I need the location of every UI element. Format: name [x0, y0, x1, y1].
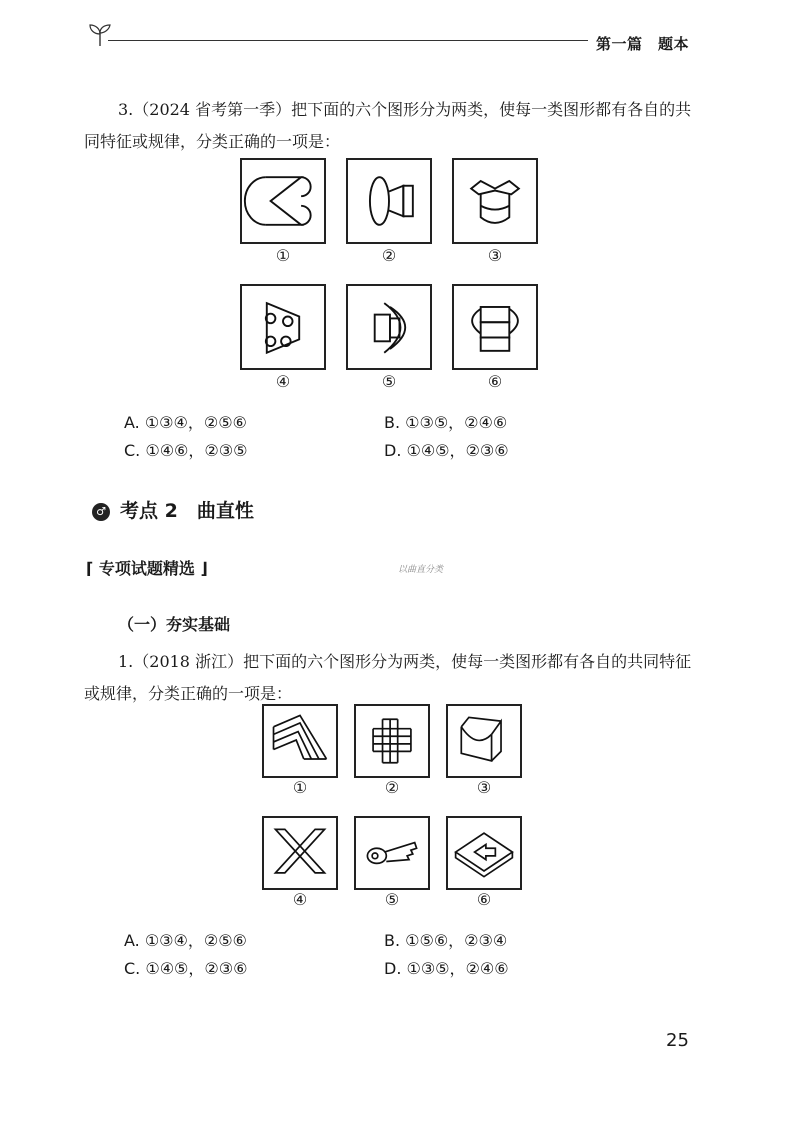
- header-title: 第一篇 题本: [596, 35, 690, 53]
- q3-option-d: D. ①④⑤，②③⑥: [384, 441, 509, 460]
- q1-label-5: ⑤: [384, 890, 400, 909]
- q1-label-4: ④: [292, 890, 308, 909]
- q1-figure-2: [354, 704, 430, 778]
- q3-option-b: B. ①③⑤，②④⑥: [384, 413, 508, 432]
- header-rule: [108, 40, 588, 41]
- q1-option-c: C. ①④⑤，②③⑥: [124, 959, 248, 978]
- q1-label-2: ②: [384, 778, 400, 797]
- q1-text-line2: 或规律，分类正确的一项是：: [84, 684, 293, 703]
- q1-figure-6: [446, 816, 522, 890]
- q1-figure-1: [262, 704, 338, 778]
- q3-label-3: ③: [487, 246, 503, 265]
- q3-figure-2: [346, 158, 432, 244]
- page-number: 25: [666, 1030, 689, 1051]
- q3-figure-6: [452, 284, 538, 370]
- q3-text-line1: 3.（2024 省考第一季）把下面的六个图形分为两类，使每一类图形都有各自的共: [118, 100, 692, 119]
- q3-option-c: C. ①④⑥，②③⑤: [124, 441, 248, 460]
- q1-text-line1: 1.（2018 浙江）把下面的六个图形分为两类，使每一类图形都有各自的共同特征: [118, 652, 692, 671]
- q3-label-2: ②: [381, 246, 397, 265]
- q1-figure-4: [262, 816, 338, 890]
- handwritten-note: 以曲直分类: [398, 565, 444, 575]
- q1-label-6: ⑥: [476, 890, 492, 909]
- q1-figure-5: [354, 816, 430, 890]
- section-icon: ♂: [92, 503, 110, 521]
- sub-heading: [86, 556, 208, 579]
- q1-label-3: ③: [476, 778, 492, 797]
- q3-text-line2: 同特征或规律，分类正确的一项是：: [84, 132, 341, 151]
- sub-heading-text: 专项试题精选: [98, 559, 195, 578]
- q1-option-a: A. ①③④，②⑤⑥: [124, 931, 247, 950]
- bracket-left: ⌈: [86, 559, 94, 578]
- q3-figure-1: [240, 158, 326, 244]
- q3-label-4: ④: [275, 372, 291, 391]
- q3-figure-5: [346, 284, 432, 370]
- bracket-right: ⌋: [200, 559, 208, 578]
- q1-option-b: B. ①⑤⑥，②③④: [384, 931, 508, 950]
- q1-option-d: D. ①③⑤，②④⑥: [384, 959, 509, 978]
- subsection-title: （一）夯实基础: [118, 615, 231, 634]
- q3-figure-4: [240, 284, 326, 370]
- q3-label-1: ①: [275, 246, 291, 265]
- q3-label-6: ⑥: [487, 372, 503, 391]
- q3-figure-3: [452, 158, 538, 244]
- section-title: [92, 496, 254, 523]
- section-title-text: 考点 2 曲直性: [120, 500, 254, 522]
- q3-label-5: ⑤: [381, 372, 397, 391]
- q1-label-1: ①: [292, 778, 308, 797]
- q3-option-a: A. ①③④，②⑤⑥: [124, 413, 247, 432]
- q1-figure-3: [446, 704, 522, 778]
- sprout-icon: [86, 22, 114, 48]
